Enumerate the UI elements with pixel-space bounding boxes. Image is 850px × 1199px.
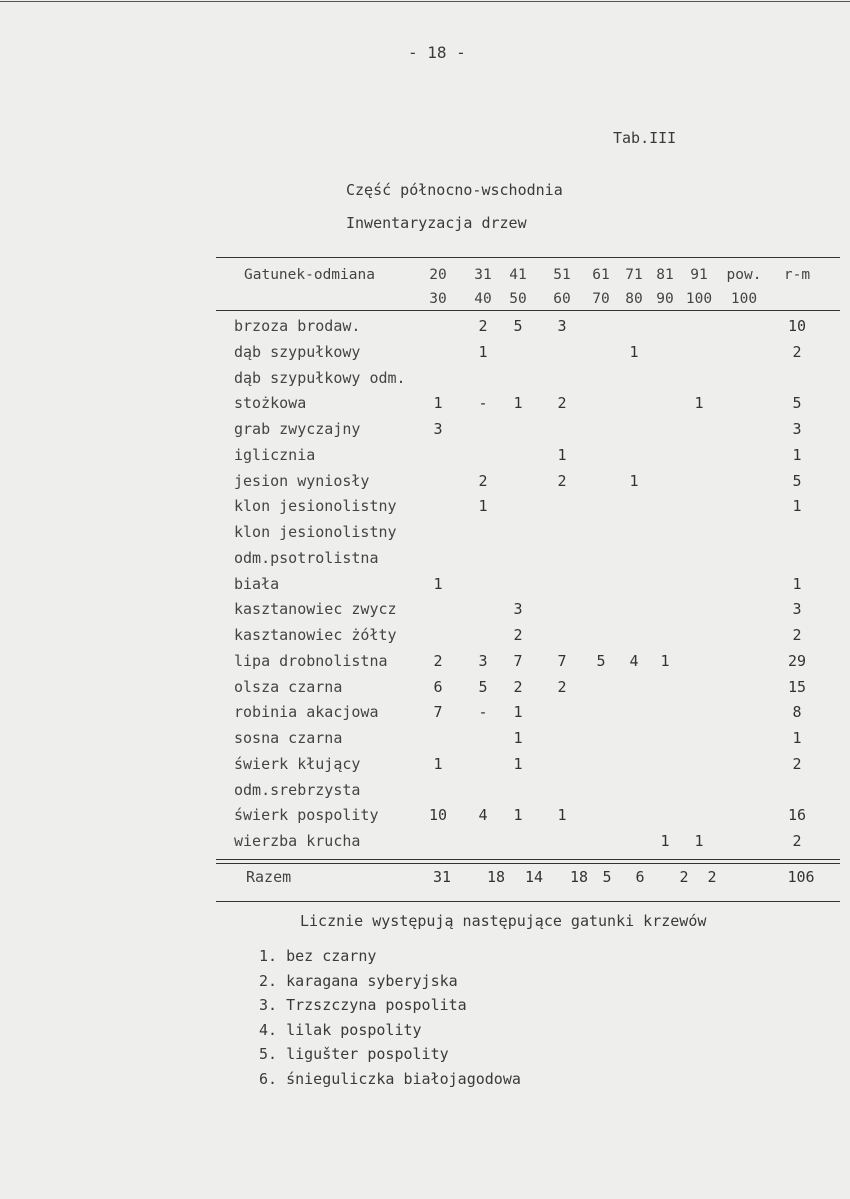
table-cell: 1 [557,445,567,464]
total-rule-top [216,859,840,860]
col-head-top: 41 [509,267,527,283]
table-row [0,625,850,650]
table-cell: 2 [792,832,802,850]
table-cell: 2 [433,651,443,670]
col-head-top: r-m [783,267,811,283]
table-cell: 4 [478,806,488,825]
shrub-item: 2. karagana syberyjska [259,971,458,990]
table-cell: 1 [660,832,670,850]
shrub-item: 4. lilak pospolity [259,1020,422,1039]
total-cell: 5 [602,868,612,886]
table-cell: 2 [513,626,523,644]
table-cell: 29 [787,651,807,670]
col-head-top: pow. [726,267,762,283]
table-cell: 2 [478,471,488,490]
table-cell: 1 [513,729,523,747]
species-name: robinia akacjowa [234,703,379,722]
table-cell: 16 [787,806,807,825]
total-cell: 18 [569,868,589,886]
table-cell: 7 [557,651,567,670]
col-head-top: 61 [592,267,610,283]
table-row [0,471,850,496]
table-cell: 1 [513,394,523,413]
table-row [0,599,850,624]
col-head-top: 20 [429,267,447,283]
table-row [0,522,850,547]
table-cell: 3 [792,600,802,619]
table-row [0,548,850,573]
table-cell: 1 [433,394,443,413]
section-title: Część północno-wschodnia [346,181,563,199]
table-cell: 5 [792,394,802,413]
shrub-item: 6. śnieguliczka białojagodowa [259,1070,521,1088]
table-cell: 2 [513,677,523,696]
table-cell: 3 [792,420,802,438]
table-cell: 10 [428,806,448,825]
col-head-bottom: 70 [592,291,610,307]
table-cell: 1 [694,394,704,413]
table-cell: 2 [557,394,567,413]
species-name: odm.srebrzysta [234,780,361,799]
table-cell: 5 [513,317,523,335]
table-row [0,805,850,830]
species-name: odm.psotrolistna [234,548,379,567]
col-head-top: 71 [625,267,643,283]
col-head-bottom: 100 [730,291,758,307]
subtitle: Inwentaryzacja drzew [346,214,527,232]
table-cell: 2 [792,342,802,361]
col-head-bottom: 30 [429,291,447,307]
table-cell: 7 [513,651,523,670]
col-head-top: 81 [656,267,674,283]
table-top-rule [216,257,840,258]
table-cell: 2 [557,677,567,696]
table-cell: 5 [478,677,488,696]
page-number: - 18 - [408,43,466,62]
table-row [0,445,850,470]
total-cell: 6 [635,868,645,886]
table-row [0,677,850,702]
shrub-item: 3. Trzszczyna pospolita [259,996,467,1015]
table-cell: 1 [792,497,802,516]
header-label: Gatunek-odmiana [244,267,375,283]
col-head-top: 51 [553,267,571,283]
col-head-top: 91 [690,267,708,283]
total-rule-top-2 [216,863,840,864]
col-head-bottom: 60 [553,291,571,307]
table-cell: 8 [792,703,802,722]
table-cell: 3 [557,317,567,335]
table-cell: 5 [792,471,802,490]
total-cell: 31 [432,868,452,886]
total-cell: 2 [679,868,689,886]
table-row [0,393,850,418]
col-head-bottom: 100 [685,291,713,307]
table-cell: 1 [557,806,567,825]
table-cell: 2 [557,471,567,490]
page-edge [0,1,850,2]
total-row [0,867,850,892]
table-row [0,574,850,599]
species-name: jesion wyniosły [234,471,370,490]
table-cell: 15 [787,677,807,696]
total-cell: 18 [486,868,506,886]
table-cell: 1 [792,445,802,464]
species-name: iglicznia [234,445,316,464]
table-bottom-rule [216,901,840,902]
species-name: wierzba krucha [234,832,361,850]
col-head-top: 31 [474,267,492,283]
species-name: stożkowa [234,394,307,413]
table-cell: 3 [513,600,523,619]
table-cell: 1 [694,832,704,850]
total-cell: 106 [787,868,815,886]
table-cell: 1 [433,574,443,593]
table-cell: 1 [513,806,523,825]
header-rule [216,310,840,311]
table-row [0,728,850,753]
table-cell: 2 [478,317,488,335]
species-name: klon jesionolistny [234,497,397,516]
table-cell: 6 [433,677,443,696]
species-name: kasztanowiec zwycz [234,600,397,619]
species-name: klon jesionolistny [234,523,397,541]
table-cell: 1 [629,471,639,490]
table-row [0,368,850,393]
shrubs-title: Licznie występują następujące gatunki krzewów [300,912,707,930]
table-cell: 7 [433,703,443,722]
species-name: dąb szypułkowy odm. [234,368,406,387]
species-name: dąb szypułkowy [234,342,361,361]
species-name: grab zwyczajny [234,420,361,438]
table-cell: 1 [660,651,670,670]
shrub-item: 5. ligušter pospolity [259,1045,449,1064]
table-cell: 1 [792,574,802,593]
table-row [0,342,850,367]
species-name: brzoza brodaw. [234,317,361,335]
table-row [0,702,850,727]
table-cell: 1 [478,497,488,516]
table-cell: 1 [513,703,523,722]
table-cell: 10 [787,317,807,335]
table-cell: 2 [792,626,802,644]
col-head-bottom: 80 [625,291,643,307]
total-label: Razem [246,868,292,886]
table-row [0,419,850,444]
species-name: kasztanowiec żółty [234,626,397,644]
table-row [0,780,850,805]
col-head-bottom: 90 [656,291,674,307]
table-cell: 2 [792,754,802,773]
species-name: świerk pospolity [234,806,379,825]
col-head-bottom: 40 [474,291,492,307]
species-name: świerk kłujący [234,754,361,773]
table-cell: 1 [433,754,443,773]
table-row [0,831,850,856]
table-row [0,316,850,341]
table-cell: 3 [433,420,443,438]
table-cell: - [478,394,488,413]
table-cell: 1 [792,729,802,747]
table-cell: 1 [629,342,639,361]
col-head-bottom: 50 [509,291,527,307]
table-row [0,496,850,521]
species-name: lipa drobnolistna [234,651,388,670]
species-name: olsza czarna [234,677,343,696]
species-name: biała [234,574,280,593]
shrub-item: 1. bez czarny [259,947,377,965]
species-name: sosna czarna [234,729,343,747]
total-cell: 14 [524,868,544,886]
table-cell: 4 [629,651,639,670]
table-cell: 3 [478,651,488,670]
table-cell: 1 [478,342,488,361]
table-row [0,651,850,676]
total-cell: 2 [707,868,717,886]
table-id: Tab.III [613,129,677,147]
table-cell: 1 [513,754,523,773]
table-cell: - [478,703,488,722]
table-cell: 5 [596,651,606,670]
table-row [0,754,850,779]
